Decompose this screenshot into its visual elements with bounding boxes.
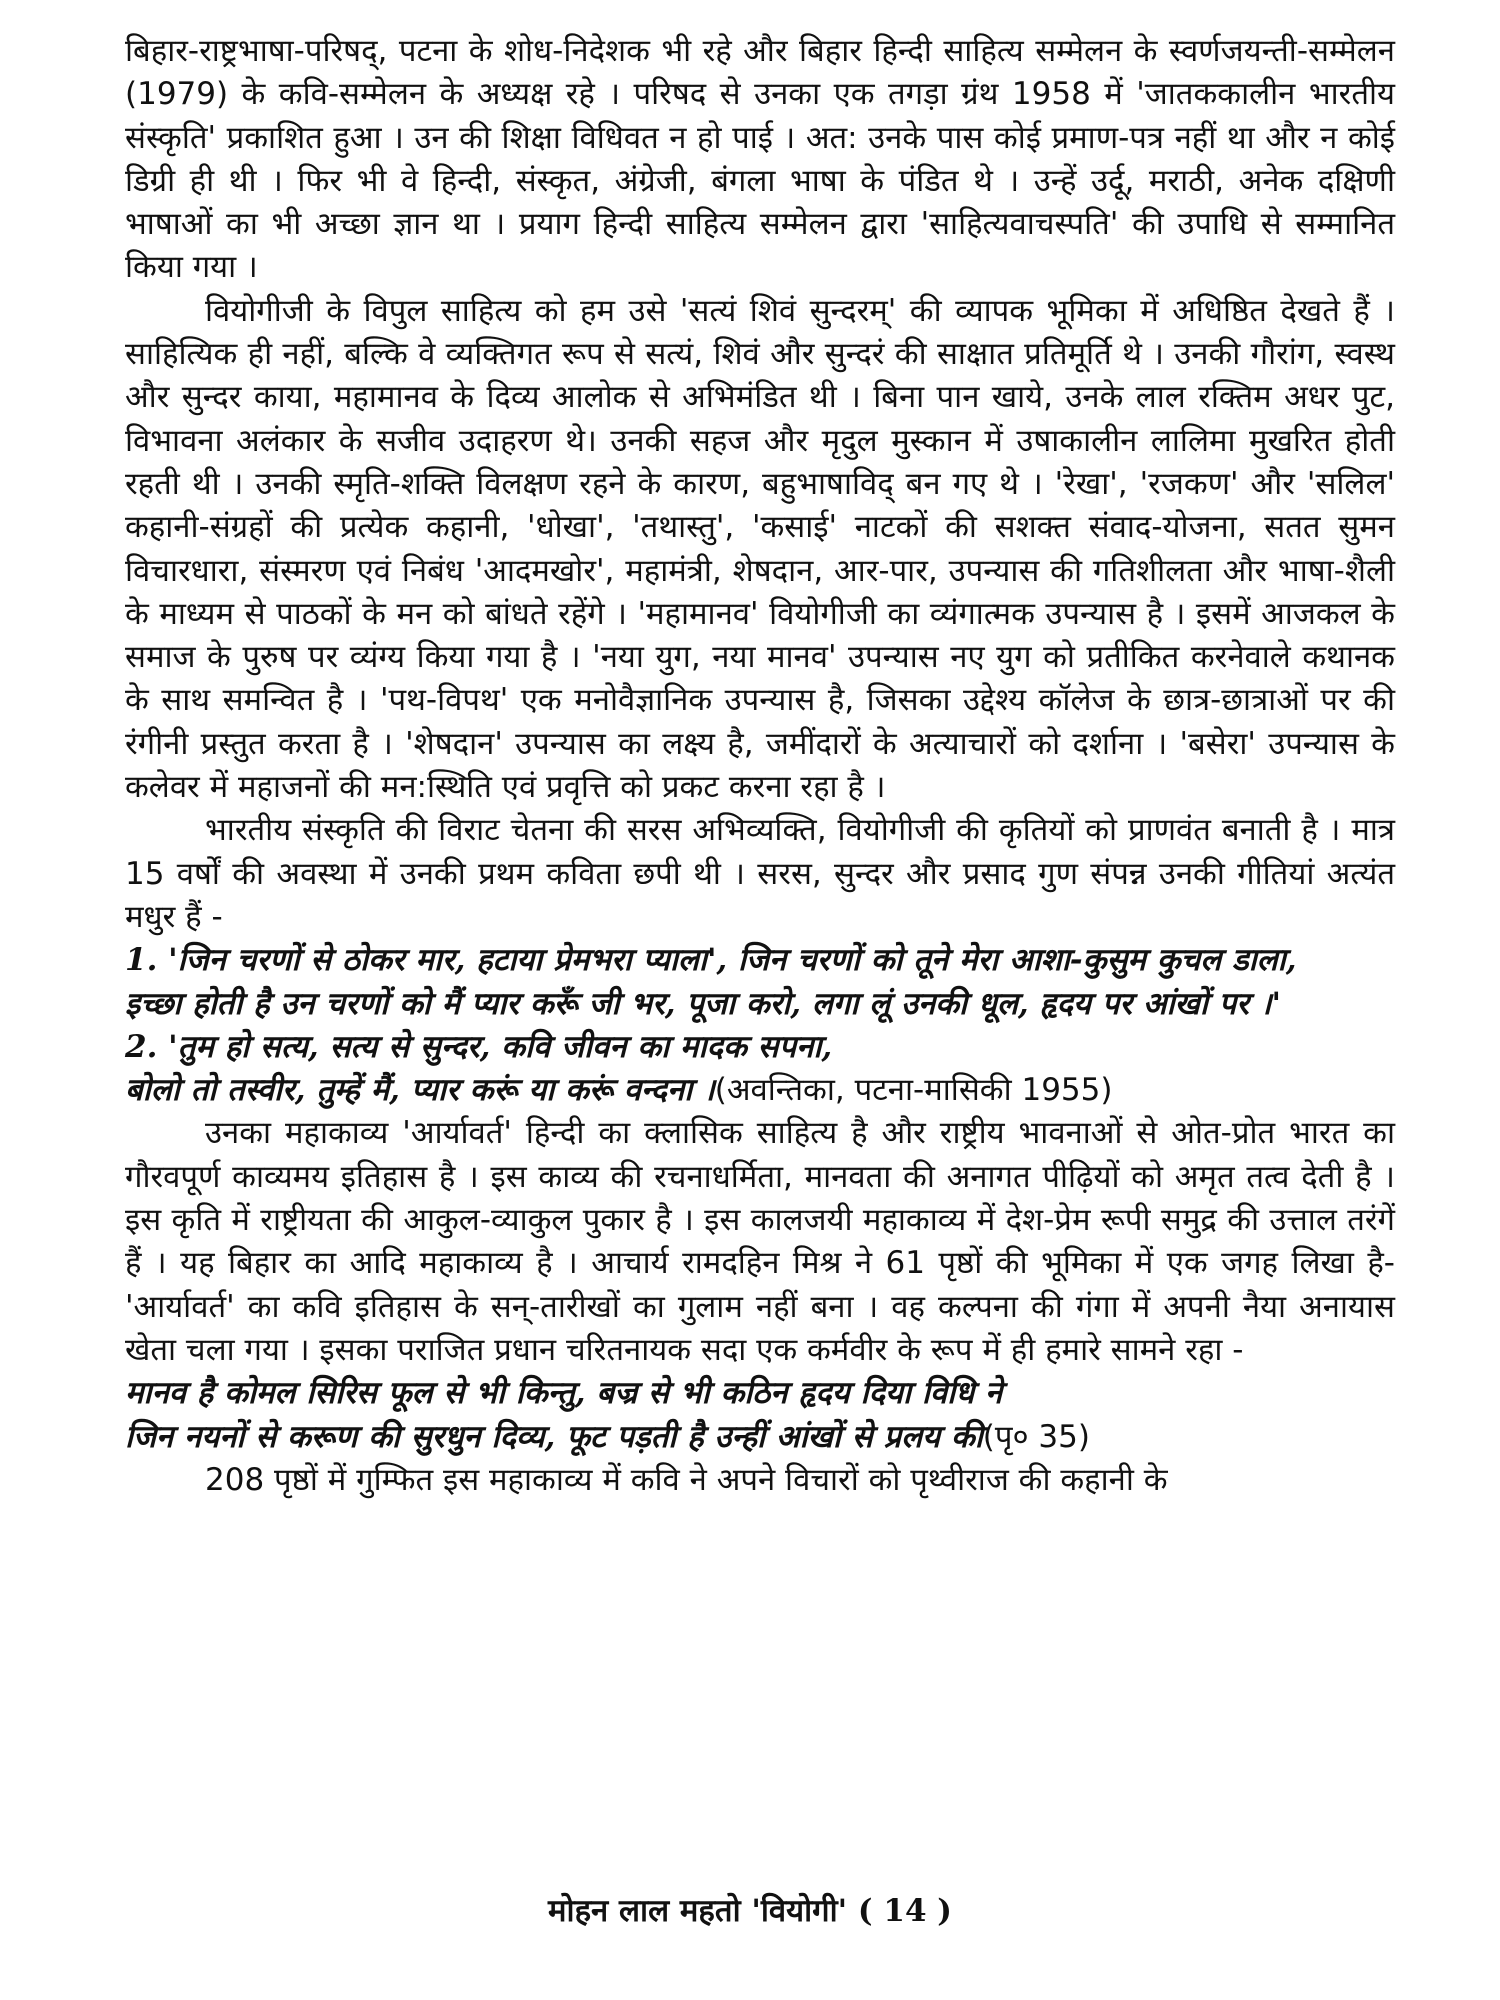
paragraph-closing: 208 पृष्ठों में गुम्फित इस महाकाव्य में कवि ने अपने विचारों को पृथ्वीराज की कहानी के (205, 1461, 1168, 1498)
poem3-line1: मानव है कोमल सिरिस फूल से भी किन्तु, बज्र से भी कठिन हृदय दिया विधि ने (125, 1375, 1003, 1412)
paragraph-aryavart: उनका महाकाव्य 'आर्यावर्त' हिन्दी का क्लासिक साहित्य है और राष्ट्रीय भावनाओं से ओत-प्रोत भारत का गौरवपूर्ण काव्यमय इतिहास है । इस काव्य की रचनाधर्मिता, मानवता की अनागत पीढ़ियों को अमृत तत्व देती है । इस कृति में राष्ट्रीयता की आकुल-व्याकुल पुकार है । इस कालजयी महाकाव्य में देश-प्रेम रूपी समुद्र की उत्ताल तरंगें हैं । यह बिहार का आदि महाकाव्य है । आचार्य रामदहिन मिश्र ने 61 पृष्ठों की भूमिका में एक जगह लिखा है- 'आर्यावर्त' का कवि इतिहास के सन्-तारीखों का गुलाम नहीं बना । वह कल्पना की गंगा में अपनी नैया अनायास खेता चला गया । इसका पराजित प्रधान चरितनायक सदा एक कर्मवीर के रूप में ही हमारे सामने रहा - (125, 1115, 1395, 1368)
paragraph-culture: भारतीय संस्कृति की विराट चेतना की सरस अभिव्यक्ति, वियोगीजी की कृतियों को प्राणवंत बनाती है । मात्र 15 वर्षों की अवस्था में उनकी प्रथम कविता छपी थी । सरस, सुन्दर और प्रसाद गुण संपन्न उनकी गीतियां अत्यंत मधुर हैं - (125, 812, 1395, 935)
poem2-line1: 2. 'तुम हो सत्य, सत्य से सुन्दर, कवि जीवन का मादक सपना, (125, 1028, 833, 1065)
poem2-line2 (125, 1069, 1395, 1112)
poem2-citation: (अवन्तिका, पटना-मासिकी 1955) (714, 1072, 1113, 1109)
poem3-line2 (125, 1416, 1395, 1459)
poem2-line2-text: बोलो तो तस्वीर, तुम्हें मैं, प्यार करूं या करूं वन्दना । (125, 1072, 715, 1109)
page-footer: मोहन लाल महतो 'वियोगी' ( 14 ) (548, 1893, 952, 1929)
paragraph-literature: वियोगीजी के विपुल साहित्य को हम उसे 'सत्यं शिवं सुन्दरम्' की व्यापक भूमिका में अधिष्ठित देखते हैं । साहित्यिक ही नहीं, बल्कि वे व्यक्तिगत रूप से सत्यं, शिवं और सुन्दरं की साक्षात प्रतिमूर्ति थे । उनकी गौरांग, स्वस्थ और सुन्दर काया, महामानव के दिव्य आलोक से अभिमंडित थी । बिना पान खाये, उनके लाल रक्तिम अधर पुट, विभावना अलंकार के सजीव उदाहरण थे। उनकी सहज और मृदुल मुस्कान में उषाकालीन लालिमा मुखरित होती रहती थी । उनकी स्मृति-शक्ति विलक्षण रहने के कारण, बहुभाषाविद् बन गए थे । 'रेखा', 'रजकण' और 'सलिल' कहानी-संग्रहों की प्रत्येक कहानी, 'धोखा', 'तथास्तु', 'कसाई' नाटकों की सशक्त संवाद-योजना, सतत सुमन विचारधारा, संस्मरण एवं निबंध 'आदमखोर', महामंत्री, शेषदान, आर-पार, उपन्यास की गतिशीलता और भाषा-शैली के माध्यम से पाठकों के मन को बांधते रहेंगे । 'महामानव' वियोगीजी का व्यंगात्मक उपन्यास है । इसमें आजकल के समाज के पुरुष पर व्यंग्य किया गया है । 'नया युग, नया मानव' उपन्यास नए युग को प्रतीकित करनेवाले कथानक के साथ समन्वित है । 'पथ-विपथ' एक मनोवैज्ञानिक उपन्यास है, जिसका उद्देश्य कॉलेज के छात्र-छात्राओं पर की रंगीनी प्रस्तुत करता है । 'शेषदान' उपन्यास का लक्ष्य है, जमींदारों के अत्याचारों को दर्शाना । 'बसेरा' उपन्यास के कलेवर में महाजनों की मन:स्थिति एवं प्रवृत्ति को प्रकट करना रहा है । (125, 292, 1395, 806)
page-body (125, 30, 1395, 1970)
poem3-line2-text: जिन नयनों से करूण की सुरधुन दिव्य, फूट पड़ती है उन्हीं आंखों से प्रलय की (125, 1418, 983, 1455)
poem3-citation: (पृ० 35) (982, 1418, 1090, 1455)
poem1-line2: इच्छा होती है उन चरणों को मैं प्यार करूँ जी भर, पूजा करो, लगा लूं उनकी धूल, हृदय पर आंखों पर ।' (125, 985, 1282, 1022)
paragraph-intro: बिहार-राष्ट्रभाषा-परिषद्, पटना के शोध-निदेशक भी रहे और बिहार हिन्दी साहित्य सम्मेलन के स्वर्णजयन्ती-सम्मेलन (1979) के कवि-सम्मेलन के अध्यक्ष रहे । परिषद से उनका एक तगड़ा ग्रंथ 1958 में 'जातककालीन भारतीय संस्कृति' प्रकाशित हुआ । उन की शिक्षा विधिवत न हो पाई । अत: उनके पास कोई प्रमाण-पत्र नहीं था और न कोई डिग्री ही थी । फिर भी वे हिन्दी, संस्कृत, अंग्रेजी, बंगला भाषा के पंडित थे । उन्हें उर्दू, मराठी, अनेक दक्षिणी भाषाओं का भी अच्छा ज्ञान था । प्रयाग हिन्दी साहित्य सम्मेलन द्वारा 'साहित्यवाचस्पति' की उपाधि से सम्मानित किया गया । (125, 33, 1395, 286)
poem1-line1: 1. 'जिन चरणों से ठोकर मार, हटाया प्रेमभरा प्याला', जिन चरणों को तूने मेरा आशा-कुसुम कुचल डाला, (125, 942, 1297, 979)
